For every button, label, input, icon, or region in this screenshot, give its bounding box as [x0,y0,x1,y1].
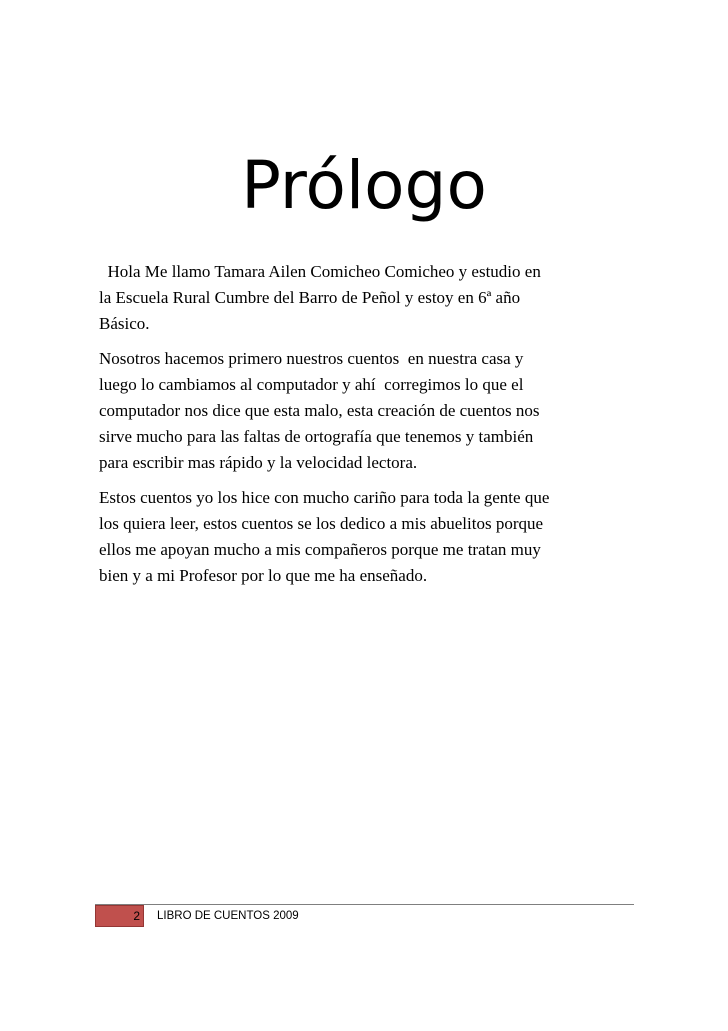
text-line: Hola Me llamo Tamara Ailen Comicheo Comicheo y estudio en [99,262,541,281]
prologue-body [99,259,639,598]
footer-title: LIBRO DE CUENTOS 2009 [157,910,299,922]
text-line: sirve mucho para las faltas de ortografía que tenemos y también [99,427,534,446]
text-line: Nosotros hacemos primero nuestros cuentos en nuestra casa y [99,349,524,368]
text-line: Estos cuentos yo los hice con mucho cariño para toda la gente que [99,488,550,507]
paragraph-dedication [99,485,639,589]
paragraph-intro [99,259,639,337]
page-number: 2 [133,909,140,923]
page-title: Prólogo [241,147,487,224]
text-line: luego lo cambiamos al computador y ahí corregimos lo que el [99,375,524,394]
text-line: bien y a mi Profesor por lo que me ha enseñado. [99,566,428,585]
text-line: ellos me apoyan mucho a mis compañeros porque me tratan muy [99,540,541,559]
text-line: Básico. [99,314,150,333]
paragraph-process [99,346,639,476]
text-line: la Escuela Rural Cumbre del Barro de Peñol y estoy en 6ª año [99,288,521,307]
text-line: para escribir mas rápido y la velocidad lectora. [99,453,418,472]
text-line: los quiera leer, estos cuentos se los dedico a mis abuelitos porque [99,514,544,533]
text-line: computador nos dice que esta malo, esta creación de cuentos nos [99,401,540,420]
